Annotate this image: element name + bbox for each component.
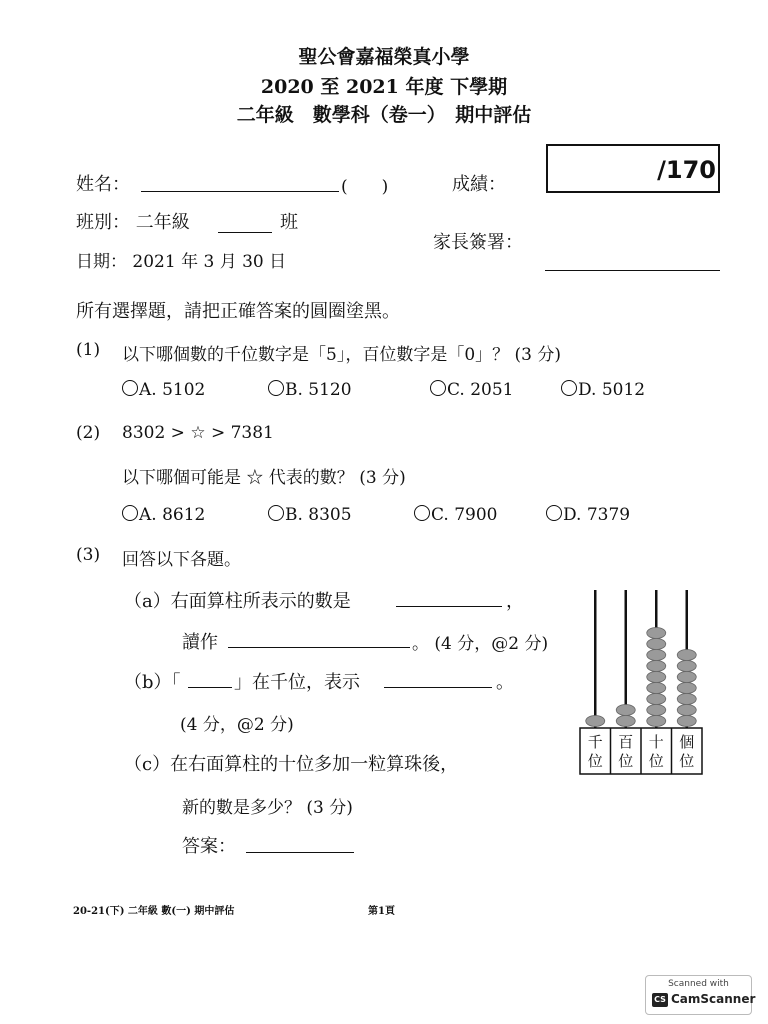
class-suffix: 班 [280,212,298,233]
option-circle-icon[interactable] [268,505,284,521]
abacus-column-label: 位 [587,752,603,770]
q3b-open: （b）「 [124,672,181,693]
score-label: 成績： [452,174,506,195]
abacus-bead [647,694,666,705]
score-total: /170 [657,156,716,184]
q3a-marks: 。 (4 分，@2 分) [412,634,549,654]
abacus-bead [677,694,696,705]
abacus-column-label: 位 [648,752,664,770]
abacus-bead [616,705,635,716]
option-circle-icon[interactable] [122,505,138,521]
abacus-column-label: 位 [679,752,695,770]
q2-option-a[interactable]: A. 8612 [122,505,205,525]
footer-page-number: 第1頁 [368,906,395,917]
abacus-column-label: 十 [648,733,664,751]
abacus-bead [677,716,696,727]
school-name: 聖公會嘉福榮真小學 [298,46,470,68]
school-year: 2020 至 2021 年度 下學期 [260,76,508,98]
q3b-digit-line[interactable] [188,687,232,688]
q3a-read-label: 讀作 [182,632,218,653]
class-line[interactable] [218,232,272,233]
q2-option-d[interactable]: D. 7379 [546,505,630,525]
q3a-text: （a）右面算柱所表示的數是 [124,591,351,612]
q3b-answer-line[interactable] [384,687,492,688]
abacus-bead [586,716,605,727]
abacus-bead [647,683,666,694]
q2-number: (2) [76,423,101,443]
q3a-read-line[interactable] [228,647,410,648]
name-line[interactable] [141,191,339,192]
abacus-bead [647,628,666,639]
parent-signature-line[interactable] [545,270,720,271]
q1-option-b[interactable]: B. 5120 [268,380,352,400]
abacus-bead [677,683,696,694]
option-circle-icon[interactable] [414,505,430,521]
abacus-bead [647,661,666,672]
abacus-bead [647,716,666,727]
abacus-bead [616,716,635,727]
q3c-answer-label: 答案： [182,836,236,857]
option-circle-icon[interactable] [430,380,446,396]
option-circle-icon[interactable] [546,505,562,521]
camscanner-name: CamScanner [671,992,756,1006]
camscanner-badge [645,975,756,1015]
abacus-column-label: 個 [679,733,695,751]
q3a-comma: ， [506,591,524,612]
abacus-column-label: 百 [618,733,634,751]
q3-intro: 回答以下各題。 [122,550,241,570]
q3c-text: （c）在右面算柱的十位多加一粒算珠後， [124,754,459,775]
instructions: 所有選擇題，請把正確答案的圓圈塗黑。 [76,301,400,322]
abacus-diagram [578,588,704,776]
q3c-question: 新的數是多少？ (3 分) [182,798,353,818]
abacus-bead [677,661,696,672]
q3b-period: 。 [496,672,514,693]
abacus-bead [647,639,666,650]
q1-option-c[interactable]: C. 2051 [430,380,513,400]
option-circle-icon[interactable] [122,380,138,396]
abacus-bead [677,650,696,661]
abacus-bead [647,705,666,716]
option-circle-icon[interactable] [268,380,284,396]
q3b-text: 」在千位，表示 [234,672,360,693]
exam-date: 日期： 2021 年 3 月 30 日 [76,252,287,272]
footer-exam-info: 20-21(下) 二年級 數(一) 期中評估 [73,906,235,917]
q2-expression: 8302 > ☆ > 7381 [122,423,274,443]
class-number-paren: ( ) [341,177,389,197]
abacus-bead [647,650,666,661]
parent-signature-label: 家長簽署： [433,232,523,253]
abacus-bead [647,672,666,683]
scanned-with-text: Scanned with [668,979,729,989]
abacus-column-label: 千 [587,733,603,751]
q1-option-a[interactable]: A. 5102 [122,380,205,400]
option-circle-icon[interactable] [561,380,577,396]
q2-option-c[interactable]: C. 7900 [414,505,497,525]
class-label: 班別： 二年級 [76,212,190,233]
score-box [546,144,720,193]
q3-number: (3) [76,545,101,565]
q1-number: (1) [76,340,101,360]
q1-option-d[interactable]: D. 5012 [561,380,645,400]
q1-text: 以下哪個數的千位數字是「5」，百位數字是「0」？ (3 分) [122,345,562,365]
abacus-bead [677,672,696,683]
q2-text: 以下哪個可能是 ☆ 代表的數？ (3 分) [122,468,406,488]
name-label: 姓名： [76,174,130,195]
abacus-column-label: 位 [618,752,634,770]
q2-option-b[interactable]: B. 8305 [268,505,352,525]
q3a-answer-line[interactable] [396,606,502,607]
camscanner-logo-icon: CS [652,993,668,1007]
q3c-answer-line[interactable] [246,852,354,853]
q3b-marks: (4 分，@2 分) [180,715,294,735]
exam-title: 二年級 數學科（卷一） 期中評估 [236,104,532,126]
abacus-bead [677,705,696,716]
